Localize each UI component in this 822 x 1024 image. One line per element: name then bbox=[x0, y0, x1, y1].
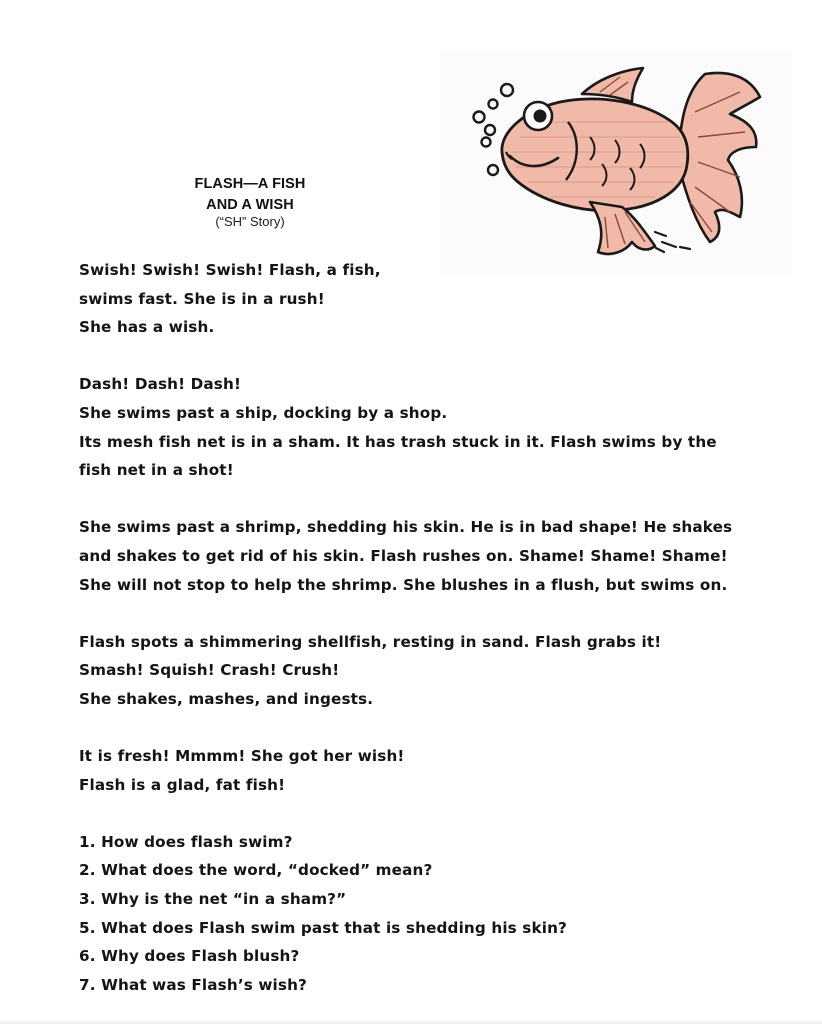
question-item: 1. How does flash swim? bbox=[79, 832, 293, 851]
story-text bbox=[79, 256, 799, 999]
story-paragraph-2 bbox=[79, 370, 799, 484]
question-item: 5. What does Flash swim past that is shedding his skin? bbox=[79, 918, 568, 937]
story-subtitle: (“SH” Story) bbox=[215, 214, 285, 229]
story-line: Dash! Dash! Dash! bbox=[79, 375, 242, 394]
story-paragraph-1 bbox=[79, 256, 799, 342]
question-list bbox=[79, 828, 799, 1000]
story-line: fish net in a shot! bbox=[79, 461, 234, 480]
fish-illustration bbox=[440, 52, 792, 274]
title-line-1: FLASH—A FISH bbox=[194, 176, 306, 192]
page-bottom-edge bbox=[0, 1018, 822, 1024]
story-paragraph-5 bbox=[79, 742, 799, 799]
story-line: Its mesh fish net is in a sham. It has trash stuck in it. Flash swims by the bbox=[79, 432, 717, 451]
story-line: Flash is a glad, fat fish! bbox=[79, 775, 286, 794]
title-line-2: AND A WISH bbox=[206, 197, 294, 213]
story-line: She swims past a shrimp, shedding his skin. He is in bad shape! He shakes bbox=[79, 518, 733, 537]
story-line: swims fast. She is in a rush! bbox=[79, 289, 325, 308]
story-line: She shakes, mashes, and ingests. bbox=[79, 689, 374, 708]
question-item: 2. What does the word, “docked” mean? bbox=[79, 861, 433, 880]
story-line: and shakes to get rid of his skin. Flash rushes on. Shame! Shame! Shame! bbox=[79, 546, 728, 565]
worksheet-title bbox=[150, 176, 350, 229]
question-item: 3. Why is the net “in a sham?” bbox=[79, 890, 347, 909]
goldfish-drawing-icon bbox=[440, 52, 792, 274]
story-line: She swims past a ship, docking by a shop. bbox=[79, 403, 448, 422]
question-item: 7. What was Flash’s wish? bbox=[79, 975, 308, 994]
story-paragraph-4 bbox=[79, 628, 799, 714]
story-line: Flash spots a shimmering shellfish, resting in sand. Flash grabs it! bbox=[79, 632, 662, 651]
question-item: 6. Why does Flash blush? bbox=[79, 947, 300, 966]
story-line: Swish! Swish! Swish! Flash, a fish, bbox=[79, 261, 381, 279]
story-paragraph-3 bbox=[79, 513, 799, 599]
story-line: It is fresh! Mmmm! She got her wish! bbox=[79, 747, 405, 766]
story-line: She will not stop to help the shrimp. She blushes in a flush, but swims on. bbox=[79, 575, 728, 594]
story-line: Smash! Squish! Crash! Crush! bbox=[79, 661, 340, 680]
story-line: She has a wish. bbox=[79, 318, 215, 337]
